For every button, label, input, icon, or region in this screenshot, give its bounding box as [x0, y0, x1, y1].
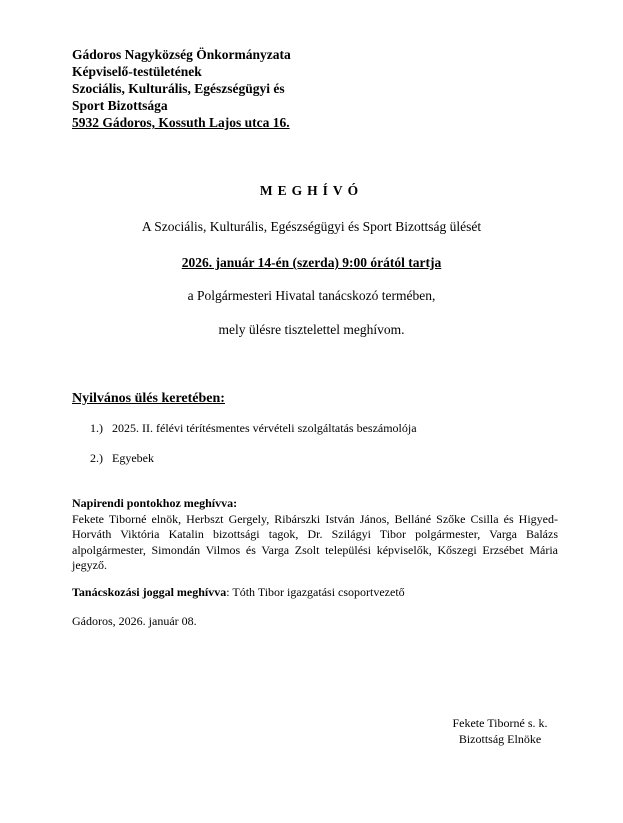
invitation-line-4: mely ülésre tisztelettel meghívom. — [218, 322, 405, 337]
document-date: Gádoros, 2026. január 08. — [72, 614, 197, 628]
advisory-text: : Tóth Tibor igazgatási csoportvezető — [226, 585, 405, 599]
agenda-item — [90, 451, 550, 481]
invitation-line-1: A Szociális, Kulturális, Egészségügyi és Sport Bizottság ülését — [141, 219, 482, 234]
advisory-section — [72, 585, 558, 600]
agenda-item-text: Egyebek — [112, 451, 154, 465]
invitation-line-3: a Polgármesteri Hivatal tanácskozó termében, — [187, 288, 436, 303]
document-title: MEGHÍVÓ — [259, 183, 364, 198]
letterhead-address: 5932 Gádoros, Kossuth Lajos utca 16. — [72, 115, 290, 130]
letterhead-line: Képviselő-testületének — [72, 64, 202, 79]
signature-block — [430, 715, 570, 747]
public-session-heading: Nyilvános ülés keretében: — [72, 391, 225, 406]
agenda-item-text: 2025. II. félévi térítésmentes vérvételi szolgáltatás beszámolója — [112, 421, 417, 435]
invited-list: Fekete Tiborné elnök, Herbszt Gergely, Ribárszki István János, Belláné Szőke Csilla és Higyed-Horváth Viktória Katalin bizottsági tagok, Dr. Szilágyi Tibor polgármester, Varga Balázs alpolgármester, Simondán Vilmos és Varga Zsolt települési képviselők, Kőszegi Erzsébet Mária jegyző. — [72, 511, 558, 572]
meeting-datetime: 2026. január 14-én (szerda) 9:00 órától tartja — [181, 255, 442, 270]
agenda-item-number: 1.) — [90, 421, 103, 435]
invited-heading: Napirendi pontokhoz meghívva: — [72, 496, 238, 510]
letterhead-line: Sport Bizottsága — [72, 98, 168, 113]
letterhead-line: Szociális, Kulturális, Egészségügyi és — [72, 81, 285, 96]
letterhead — [72, 46, 392, 131]
signature-title: Bizottság Elnöke — [458, 732, 542, 746]
advisory-label: Tanácskozási joggal meghívva — [72, 585, 227, 599]
agenda-item-number: 2.) — [90, 451, 103, 465]
invited-section — [72, 496, 558, 574]
letterhead-line: Gádoros Nagyközség Önkormányzata — [72, 47, 291, 62]
signature-name: Fekete Tiborné s. k. — [452, 716, 548, 730]
agenda-list — [90, 421, 550, 481]
agenda-item — [90, 421, 550, 451]
